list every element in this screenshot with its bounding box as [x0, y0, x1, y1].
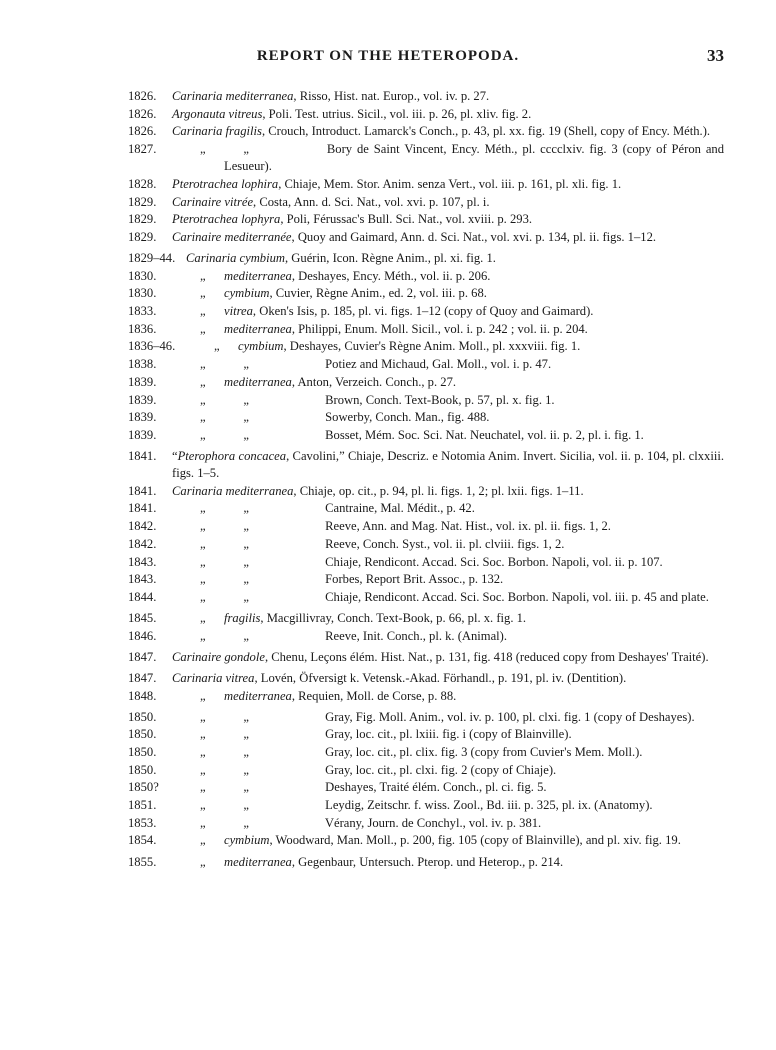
bibliography-entry	[128, 744, 724, 761]
entry-year: 1854.	[128, 833, 157, 848]
entry-year: 1826.	[128, 106, 157, 121]
entry-year: 1851.	[128, 798, 157, 813]
entry-text	[172, 726, 724, 743]
species-name: mediterranea	[224, 374, 292, 389]
entry-year: 1839.	[128, 392, 157, 407]
entry-year: 1829.	[128, 194, 157, 209]
species-name: mediterranea	[224, 688, 292, 703]
ditto-marks: „ „	[200, 709, 249, 724]
entry-text	[172, 427, 724, 444]
bibliography-entry	[128, 123, 724, 140]
bibliography-entry	[128, 303, 724, 320]
entry-text	[172, 554, 724, 571]
citation: Brown, Conch. Text-Book, p. 57, pl. x. fig. 1.	[322, 392, 555, 407]
citation: , Anton, Verzeich. Conch., p. 27.	[291, 374, 457, 389]
citation: , Cavolini,” Chiaje, Descriz. e Notomia Anim. Invert. Sicilia, vol. ii. p. 104, pl. clxxiii. figs. 1–5.	[172, 448, 725, 481]
entry-text	[172, 536, 724, 553]
species-name: Carinaria fragilis	[172, 124, 262, 139]
entry-text	[172, 571, 724, 588]
entry-text	[172, 762, 724, 779]
bibliography-entry	[128, 268, 724, 285]
entry-text	[172, 628, 724, 645]
ditto-marks: „ „	[200, 780, 249, 795]
species-name: cymbium	[224, 286, 270, 301]
entry-year: 1841.	[128, 483, 157, 498]
ditto-marks: „ „	[200, 628, 249, 643]
bibliography-entry	[128, 88, 724, 105]
entry-year: 1829.	[128, 212, 157, 227]
entry-year: 1839.	[128, 374, 157, 389]
citation: Chiaje, Rendicont. Accad. Sci. Soc. Borbon. Napoli, vol. iii. p. 45 and plate.	[322, 589, 709, 604]
entry-text	[172, 688, 724, 705]
ditto-marks: „ „	[200, 762, 249, 777]
citation: , Poli. Test. utrius. Sicil., vol. iii. p. 26, pl. xliv. fig. 2.	[262, 106, 532, 121]
bibliography-entry	[128, 589, 724, 606]
citation: , Oken's Isis, p. 185, pl. vi. figs. 1–12 (copy of Quoy and Gaimard).	[252, 304, 594, 319]
entry-year: 1839.	[128, 427, 157, 442]
species-name: mediterranea	[224, 854, 292, 869]
ditto-marks: „ „	[200, 501, 249, 516]
ditto-marks: „	[200, 268, 206, 283]
bibliography-entry	[128, 797, 724, 814]
entry-year: 1826.	[128, 89, 157, 103]
citation: , Gegenbaur, Untersuch. Pterop. und Heterop., p. 214.	[291, 854, 564, 869]
page-number: 33	[707, 46, 724, 65]
entry-year: 1843.	[128, 554, 157, 569]
ditto-marks: „	[200, 321, 206, 336]
species-name: Pterotrachea lophira	[172, 176, 279, 191]
running-title: REPORT ON THE HETEROPODA.	[256, 48, 520, 64]
ditto-marks: „ „	[200, 745, 249, 759]
entry-year: 1850.	[128, 762, 157, 777]
entry-text	[172, 854, 724, 871]
bibliography-entry	[128, 709, 724, 726]
bibliography-entry	[128, 427, 724, 444]
entry-text	[172, 123, 724, 140]
bibliography-entry	[128, 141, 724, 175]
bibliography-entry	[128, 321, 724, 338]
entry-text	[172, 832, 724, 849]
entry-year: 1847.	[128, 670, 157, 685]
entry-year: 1826.	[128, 124, 157, 139]
entry-year: 1841.	[128, 501, 157, 516]
species-name: Pterophora concacea	[177, 448, 287, 463]
ditto-marks: „ „	[200, 392, 249, 407]
citation: , Philippi, Enum. Moll. Sicil., vol. i. p. 242 ; vol. ii. p. 204.	[291, 321, 588, 336]
bibliography-entry	[128, 194, 724, 211]
bibliography-entry	[128, 176, 724, 193]
ditto-marks: „ „	[200, 142, 249, 157]
entry-year: 1828.	[128, 176, 157, 191]
citation: , Guérin, Icon. Règne Anim., pl. xi. fig. 1.	[285, 251, 496, 265]
citation: Forbes, Report Brit. Assoc., p. 132.	[322, 572, 504, 587]
citation: Reeve, Ann. and Mag. Nat. Hist., vol. ix. pl. ii. figs. 1, 2.	[322, 519, 611, 534]
entry-text	[172, 483, 724, 500]
bibliography-entry	[128, 610, 724, 627]
bibliography-entry	[128, 854, 724, 871]
bibliography-entry	[128, 815, 724, 832]
citation: Vérany, Journ. de Conchyl., vol. iv. p. 381.	[322, 815, 542, 830]
species-name: Carinaria vitrea	[172, 670, 255, 685]
bibliography-entry	[128, 762, 724, 779]
citation: Leydig, Zeitschr. f. wiss. Zool., Bd. iii. p. 325, pl. ix. (Anatomy).	[322, 798, 653, 813]
bibliography-entry	[128, 211, 724, 228]
bibliography-entry	[128, 832, 724, 849]
entry-year: 1838.	[128, 357, 157, 372]
bibliography-entry	[128, 338, 724, 355]
entry-year: 1830.	[128, 286, 157, 301]
entry-year: 1836–46.	[128, 339, 176, 354]
ditto-marks: „ „	[200, 815, 249, 830]
entry-text	[172, 709, 724, 726]
entry-text	[172, 194, 724, 211]
entry-text	[172, 303, 724, 320]
entry-year: 1850.	[128, 727, 157, 742]
bibliography-entry	[128, 500, 724, 517]
bibliography-entry	[128, 483, 724, 500]
ditto-marks: „ „	[200, 410, 249, 425]
bibliography-entry	[128, 554, 724, 571]
entry-year: 1847.	[128, 649, 157, 664]
bibliography-entry	[128, 726, 724, 743]
entry-year: 1836.	[128, 321, 157, 336]
citation: , Cuvier, Règne Anim., ed. 2, vol. iii. p. 68.	[269, 286, 487, 301]
entry-text	[172, 268, 724, 285]
ditto-marks: „	[200, 833, 206, 848]
ditto-marks: „ „	[200, 798, 249, 813]
species-name: Carinaria cymbium	[186, 251, 285, 265]
entry-text	[172, 649, 724, 666]
entry-text	[172, 356, 724, 373]
citation: Reeve, Conch. Syst., vol. ii. pl. clviii. figs. 1, 2.	[322, 536, 565, 551]
citation: , Quoy and Gaimard, Ann. d. Sci. Nat., vol. xvi. p. 134, pl. ii. figs. 1–12.	[291, 229, 657, 244]
citation: , Poli, Férussac's Bull. Sci. Nat., vol. xviii. p. 293.	[280, 212, 533, 227]
entry-text	[172, 321, 724, 338]
entry-year: 1845.	[128, 610, 157, 625]
citation: Cantraine, Mal. Médit., p. 42.	[322, 501, 475, 516]
species-name: Carinaire vitrée	[172, 194, 254, 209]
bibliography-entry	[128, 374, 724, 391]
bibliography-entry	[128, 229, 724, 246]
entry-year: 1853.	[128, 815, 157, 830]
species-name: Carinaria mediterranea	[172, 89, 294, 103]
entry-year: 1855.	[128, 854, 157, 869]
entry-year: 1844.	[128, 589, 157, 604]
citation: Bosset, Mém. Soc. Sci. Nat. Neuchatel, vol. ii. p. 2, pl. i. fig. 1.	[322, 427, 644, 442]
bibliography-entry	[128, 392, 724, 409]
bibliography-entry	[128, 409, 724, 426]
ditto-marks: „	[200, 304, 206, 319]
bibliography-entry	[128, 106, 724, 123]
citation: Potiez and Michaud, Gal. Moll., vol. i. p. 47.	[322, 357, 552, 372]
species-name: mediterranea	[224, 321, 292, 336]
species-name: Carinaria mediterranea	[172, 483, 294, 498]
bibliography-entry	[128, 356, 724, 373]
species-name: fragilis	[224, 610, 261, 625]
species-name: Argonauta vitreus	[172, 106, 263, 121]
entry-text	[172, 285, 724, 302]
entry-text	[172, 106, 724, 123]
species-name: Carinaire mediterranée	[172, 229, 292, 244]
entry-text	[172, 448, 724, 482]
entry-text	[172, 229, 724, 246]
citation: Gray, loc. cit., pl. lxiii. fig. i (copy of Blainville).	[322, 727, 572, 742]
citation: , Chiaje, Mem. Stor. Anim. senza Vert., vol. iii. p. 161, pl. xli. fig. 1.	[278, 176, 622, 191]
entry-text	[186, 338, 724, 355]
entry-text	[172, 744, 724, 761]
ditto-marks: „ „	[200, 519, 249, 534]
entry-text	[172, 670, 724, 687]
ditto-marks: „ „	[200, 554, 249, 569]
entry-year: 1846.	[128, 628, 157, 643]
ditto-marks: „	[200, 286, 206, 301]
ditto-marks: „ „	[200, 572, 249, 587]
species-name: cymbium	[238, 339, 284, 354]
entry-text	[172, 211, 724, 228]
citation: , Lovén, Öfversigt k. Vetensk.-Akad. Förhandl., p. 191, pl. iv. (Dentition).	[254, 670, 627, 685]
entry-text	[172, 815, 724, 832]
entry-year: 1850.	[128, 745, 157, 759]
bibliography-list	[128, 88, 724, 871]
species-name: mediterranea	[224, 268, 292, 283]
ditto-marks: „ „	[200, 727, 249, 742]
entry-year: 1850.	[128, 709, 157, 724]
entry-text	[172, 176, 724, 193]
citation: Gray, Fig. Moll. Anim., vol. iv. p. 100, pl. clxi. fig. 1 (copy of Deshayes).	[322, 709, 695, 724]
ditto-marks: „	[214, 339, 220, 354]
citation: , Deshayes, Ency. Méth., vol. ii. p. 206.	[291, 268, 491, 283]
bibliography-entry	[128, 628, 724, 645]
citation: , Risso, Hist. nat. Europ., vol. iv. p. 27.	[293, 89, 490, 103]
citation: Sowerby, Conch. Man., fig. 488.	[322, 410, 490, 425]
entry-year: 1839.	[128, 410, 157, 425]
entry-year: 1842.	[128, 536, 157, 551]
entry-text	[172, 88, 724, 105]
citation: Reeve, Init. Conch., pl. k. (Animal).	[322, 628, 508, 643]
citation: Bory de Saint Vincent, Ency. Méth., pl. cccclxiv. fig. 3 (copy of Péron and Lesueur).	[224, 142, 724, 174]
citation: , Macgillivray, Conch. Text-Book, p. 66, pl. x. fig. 1.	[260, 610, 527, 625]
entry-text	[186, 250, 724, 267]
citation: , Requien, Moll. de Corse, p. 88.	[291, 688, 457, 703]
bibliography-entry	[128, 779, 724, 796]
bibliography-entry	[128, 285, 724, 302]
bibliography-entry	[128, 571, 724, 588]
ditto-marks: „ „	[200, 427, 249, 442]
entry-year: 1841.	[128, 448, 157, 463]
citation: , Crouch, Introduct. Lamarck's Conch., p. 43, pl. xx. fig. 19 (Shell, copy of Ency. Méth.).	[261, 124, 711, 139]
citation: Gray, loc. cit., pl. clix. fig. 3 (copy from Cuvier's Mem. Moll.).	[322, 745, 643, 759]
species-name: vitrea	[224, 304, 253, 319]
ditto-marks: „ „	[200, 589, 249, 604]
entry-text	[172, 797, 724, 814]
ditto-marks: „ „	[200, 357, 249, 372]
entry-text	[172, 392, 724, 409]
bibliography-entry	[128, 670, 724, 687]
entry-year: 1850?	[128, 780, 159, 795]
entry-text	[172, 141, 724, 175]
entry-text	[172, 409, 724, 426]
ditto-marks: „	[200, 854, 206, 869]
citation: , Chenu, Leçons élém. Hist. Nat., p. 131, fig. 418 (reduced copy from Deshayes' Traité).	[264, 649, 709, 664]
citation: , Deshayes, Cuvier's Règne Anim. Moll., pl. xxxviii. fig. 1.	[283, 339, 581, 354]
citation: Gray, loc. cit., pl. clxi. fig. 2 (copy of Chiaje).	[322, 762, 557, 777]
species-name: Pterotrachea lophyra	[172, 212, 281, 227]
entry-text	[172, 779, 724, 796]
bibliography-entry	[128, 448, 724, 482]
entry-year: 1848.	[128, 688, 157, 703]
ditto-marks: „ „	[200, 536, 249, 551]
ditto-marks: „	[200, 374, 206, 389]
entry-year: 1842.	[128, 519, 157, 534]
ditto-marks: „	[200, 610, 206, 625]
entry-text	[172, 374, 724, 391]
entry-text	[172, 518, 724, 535]
entry-year: 1827.	[128, 142, 157, 157]
entry-text	[172, 610, 724, 627]
citation: , Woodward, Man. Moll., p. 200, fig. 105 (copy of Blainville), and pl. xiv. fig. 19.	[269, 833, 681, 848]
citation: Deshayes, Traité élém. Conch., pl. ci. fig. 5.	[322, 780, 547, 795]
citation: , Chiaje, op. cit., p. 94, pl. li. figs. 1, 2; pl. lxii. figs. 1–11.	[293, 483, 584, 498]
species-name: Carinaire gondole	[172, 649, 265, 664]
entry-text	[172, 589, 724, 606]
entry-year: 1829.	[128, 229, 157, 244]
bibliography-entry	[128, 536, 724, 553]
entry-year: 1829–44.	[128, 251, 176, 265]
citation: , Costa, Ann. d. Sci. Nat., vol. xvi. p. 107, pl. i.	[253, 194, 490, 209]
bibliography-entry	[128, 688, 724, 705]
page-header	[0, 46, 776, 70]
entry-year: 1830.	[128, 268, 157, 283]
bibliography-entry	[128, 518, 724, 535]
entry-text	[172, 500, 724, 517]
entry-year: 1833.	[128, 304, 157, 319]
bibliography-entry	[128, 250, 724, 267]
ditto-marks: “	[172, 448, 178, 463]
citation: Chiaje, Rendicont. Accad. Sci. Soc. Borbon. Napoli, vol. ii. p. 107.	[322, 554, 663, 569]
species-name: cymbium	[224, 833, 270, 848]
bibliography-entry	[128, 649, 724, 666]
ditto-marks: „	[200, 688, 206, 703]
entry-year: 1843.	[128, 572, 157, 587]
